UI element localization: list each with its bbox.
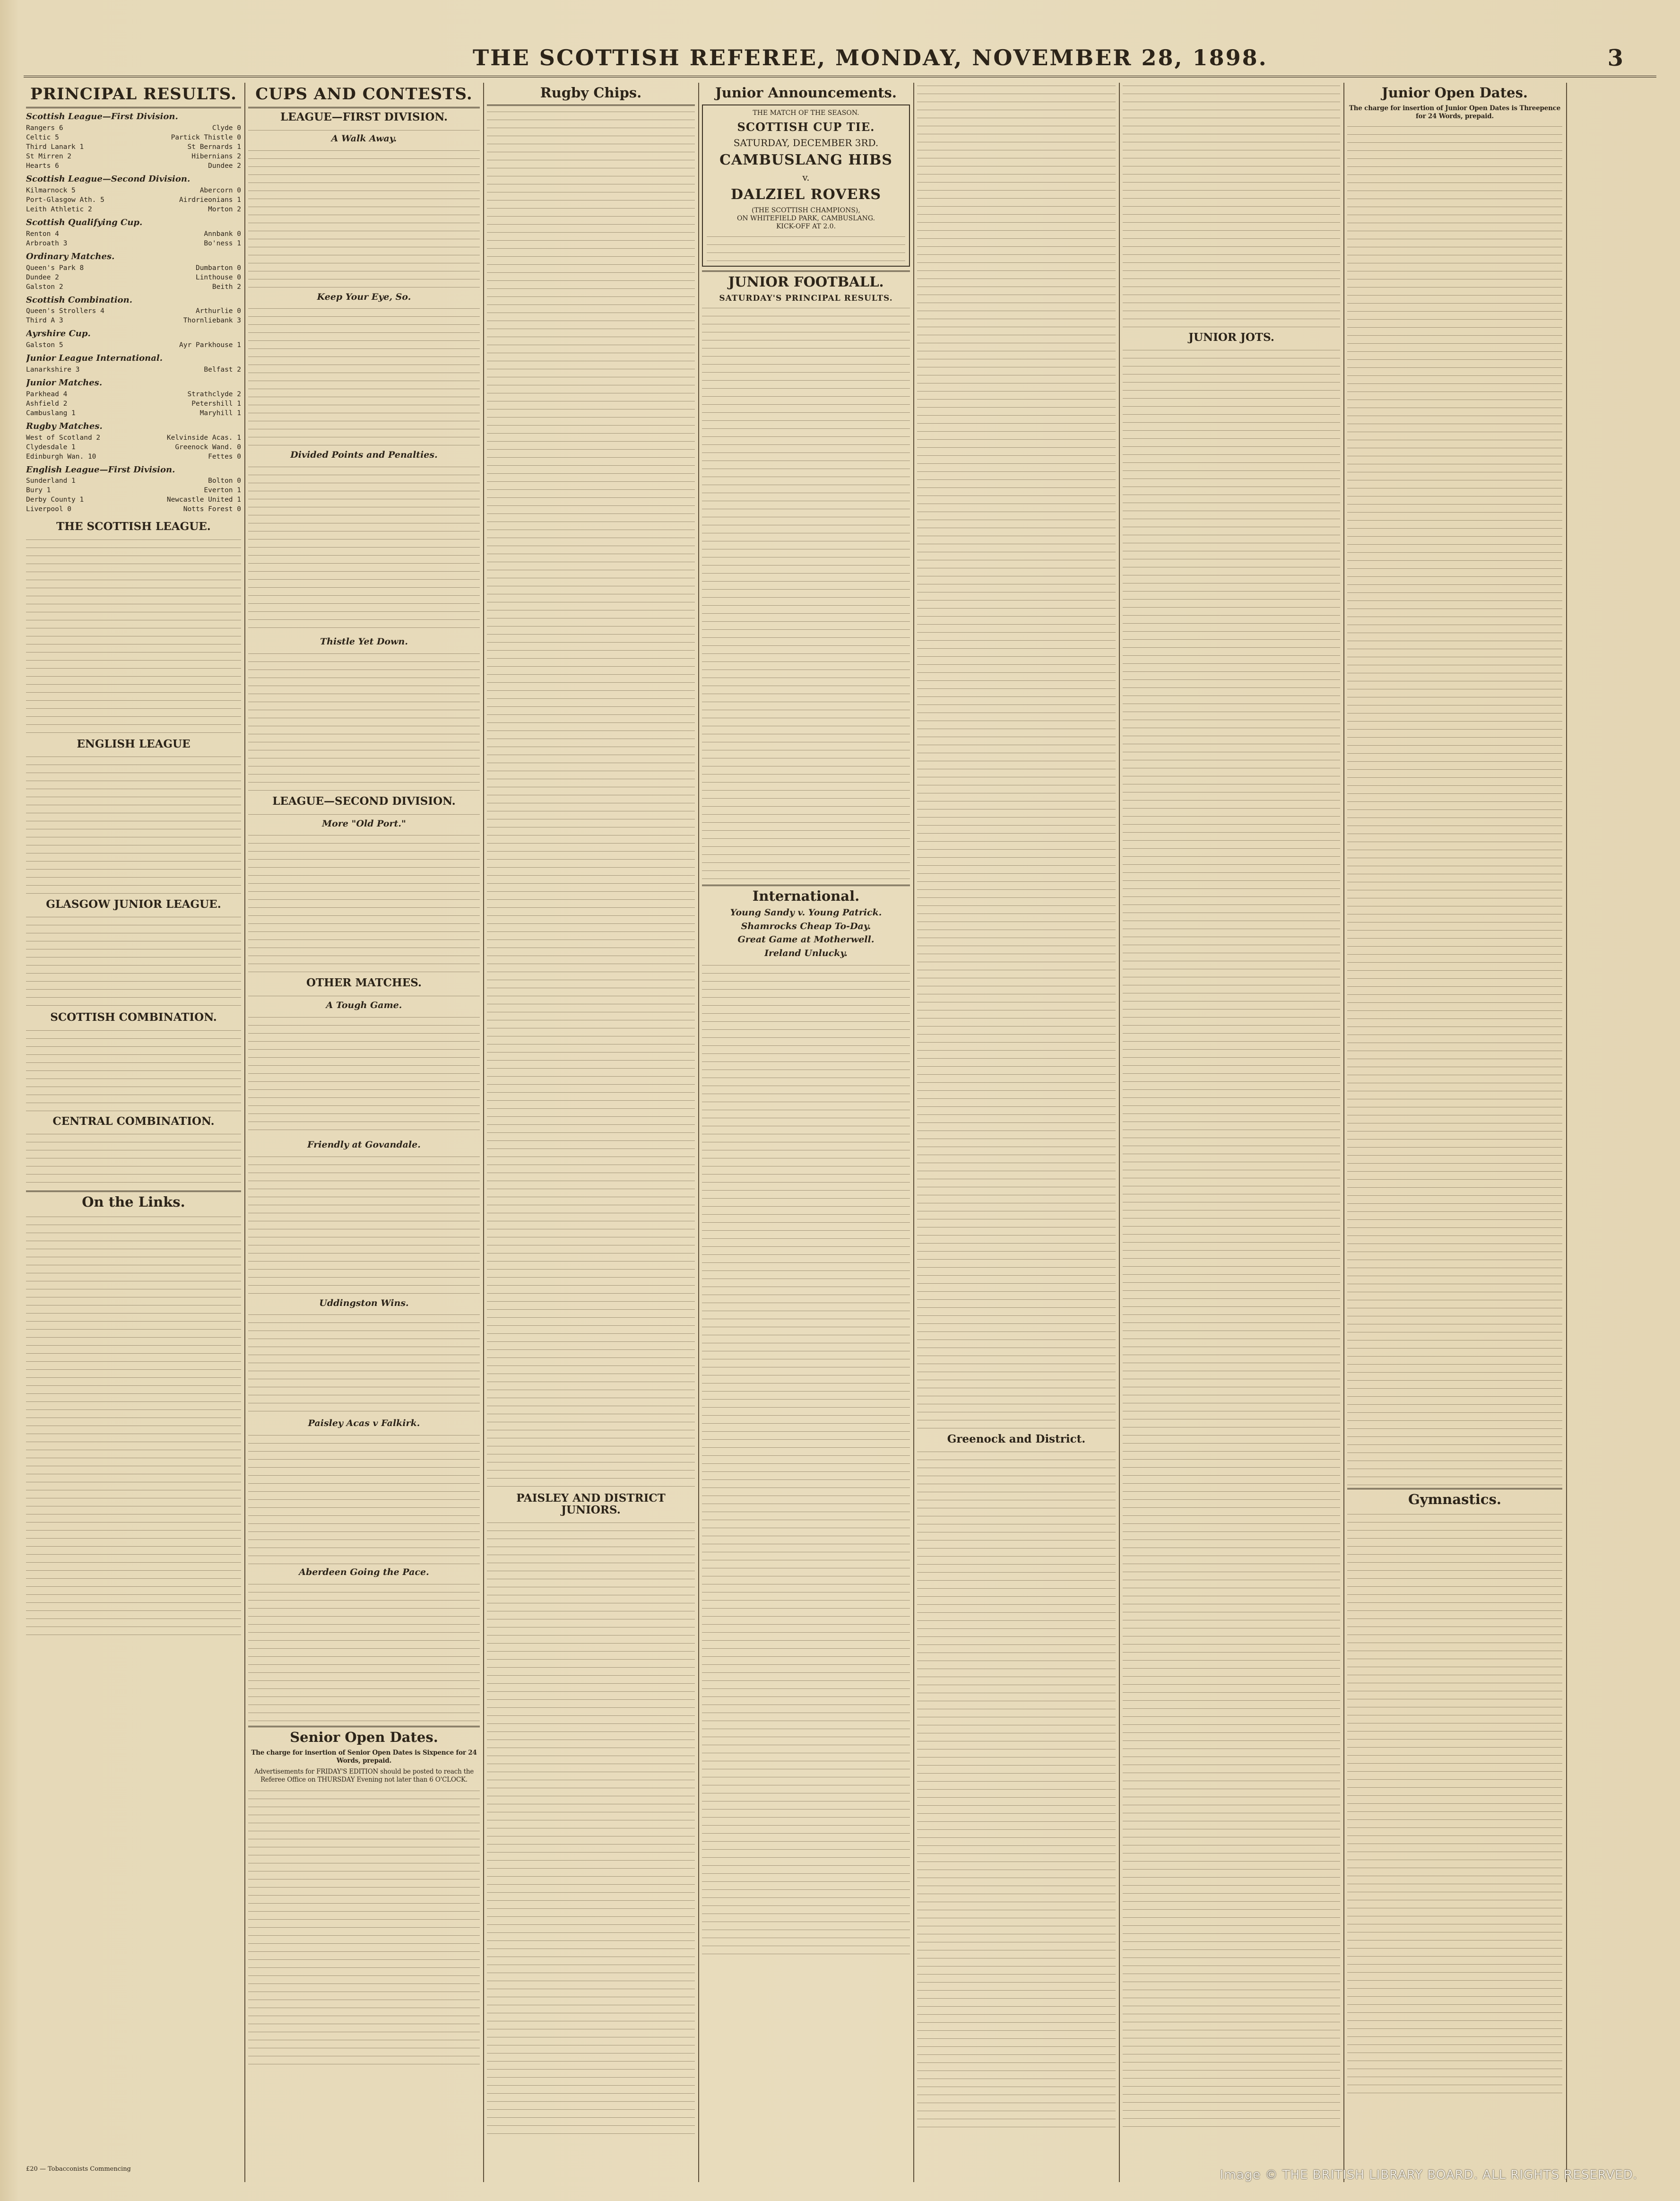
column-rule bbox=[1343, 83, 1344, 2182]
ad-line: SCOTTISH CUP TIE. bbox=[737, 120, 875, 134]
english-league-heading: ENGLISH LEAGUE bbox=[77, 737, 191, 750]
result-row: Bury 1 Everton 1 bbox=[26, 487, 241, 495]
cups-paragraph bbox=[248, 811, 480, 816]
senior-dates-note: The charge for insertion of Senior Open Dates is Sixpence for 24 Words, prepaid. bbox=[251, 1749, 477, 1765]
column-rule bbox=[698, 83, 699, 2182]
cups-paragraph bbox=[248, 1312, 480, 1416]
results-section-heading: Junior League International. bbox=[26, 354, 163, 363]
results-section-heading: Rugby Matches. bbox=[26, 421, 103, 431]
junior-open-dates-heading: Junior Open Dates. bbox=[1381, 85, 1528, 101]
glasgow-junior-table bbox=[26, 914, 241, 1009]
junior-dates-list bbox=[1347, 123, 1562, 1485]
masthead bbox=[0, 45, 1680, 78]
paisley-article bbox=[487, 1520, 695, 2134]
combination-table bbox=[26, 1027, 241, 1113]
result-row: Queen's Park 8 Dumbarton 0 bbox=[26, 264, 241, 272]
result-row: Lanarkshire 3 Belfast 2 bbox=[26, 365, 241, 374]
principal-results-heading: PRINCIPAL RESULTS. bbox=[30, 85, 237, 104]
rugby-chips-heading: Rugby Chips. bbox=[540, 85, 642, 101]
ad-line: CAMBUSLANG HIBS bbox=[719, 151, 892, 168]
scottish-league-table-heading: THE SCOTTISH LEAGUE. bbox=[56, 520, 211, 533]
cups-paragraph bbox=[248, 1432, 480, 1565]
result-row: Third A 3 Thornliebank 3 bbox=[26, 317, 241, 325]
international-heading: International. bbox=[752, 887, 860, 904]
result-row: Celtic 5 Partick Thistle 0 bbox=[26, 134, 241, 142]
english-league-table bbox=[26, 754, 241, 896]
junior-dates-note: The charge for insertion of Junior Open Dates is Threepence for 24 Words, prepaid. bbox=[1349, 104, 1561, 120]
league-table bbox=[26, 537, 241, 735]
column-junior-open-dates bbox=[1347, 83, 1562, 2163]
ad-line: ON WHITEFIELD PARK, CAMBUSLANG. bbox=[736, 214, 875, 222]
column-rule bbox=[913, 83, 914, 2182]
central-combination-heading: CENTRAL COMBINATION. bbox=[52, 1114, 215, 1128]
cups-heading: CUPS AND CONTESTS. bbox=[255, 85, 473, 104]
cups-subheading: Paisley Acas v Falkirk. bbox=[308, 1418, 420, 1429]
cups-paragraph bbox=[248, 1154, 480, 1296]
gymnastics-heading: Gymnastics. bbox=[1408, 1491, 1501, 1507]
junior-jots-article bbox=[1123, 347, 1340, 2134]
ad-line: SATURDAY, DECEMBER 3RD. bbox=[733, 137, 879, 148]
result-row: Renton 4 Annbank 0 bbox=[26, 230, 241, 238]
cups-subheading: LEAGUE—SECOND DIVISION. bbox=[272, 795, 456, 808]
result-row: West of Scotland 2 Kelvinside Acas. 1 bbox=[26, 434, 241, 442]
international-subheading: Young Sandy v. Young Patrick. bbox=[730, 907, 882, 918]
result-row: Third Lanark 1 St Bernards 1 bbox=[26, 143, 241, 151]
result-row: Clydesdale 1 Greenock Wand. 0 bbox=[26, 443, 241, 451]
glasgow-junior-league-heading: GLASGOW JUNIOR LEAGUE. bbox=[46, 897, 221, 911]
results-section-heading: Ordinary Matches. bbox=[26, 252, 115, 261]
results-section-heading: Scottish League—First Division. bbox=[26, 112, 178, 122]
cups-subheading: Aberdeen Going the Pace. bbox=[299, 1567, 429, 1578]
international-subheading: Great Game at Motherwell. bbox=[737, 934, 875, 945]
result-row: Sunderland 1 Bolton 0 bbox=[26, 477, 241, 485]
results-section-heading: English League—First Division. bbox=[26, 465, 175, 475]
result-row: Parkhead 4 Strathclyde 2 bbox=[26, 390, 241, 398]
tobacconist-ad: £20 — Tobacconists Commencing bbox=[26, 2166, 131, 2173]
result-row: Leith Athletic 2 Morton 2 bbox=[26, 205, 241, 213]
result-row: Liverpool 0 Notts Forest 0 bbox=[26, 505, 241, 513]
international-article bbox=[702, 962, 910, 1955]
cups-subheading: Friendly at Govandale. bbox=[307, 1139, 421, 1150]
international-subheading: Ireland Unlucky. bbox=[764, 948, 848, 959]
ad-line: v. bbox=[802, 172, 810, 183]
result-row: Ashfield 2 Petershill 1 bbox=[26, 400, 241, 408]
cups-subheading: OTHER MATCHES. bbox=[306, 976, 422, 990]
results-section-heading: Scottish Combination. bbox=[26, 295, 132, 305]
page-number: 3 bbox=[1607, 45, 1623, 71]
cups-paragraph bbox=[248, 127, 480, 131]
paisley-juniors-heading: PAISLEY AND DISTRICT JUNIORS. bbox=[516, 1491, 666, 1517]
column-rule bbox=[483, 83, 484, 2182]
cups-paragraph bbox=[248, 832, 480, 974]
results-list bbox=[26, 112, 241, 514]
column-rule bbox=[1566, 83, 1567, 2182]
cups-paragraph bbox=[248, 1581, 480, 1723]
column-6 bbox=[1123, 83, 1340, 2163]
ad-line: (THE SCOTTISH CHAMPIONS), bbox=[752, 206, 860, 214]
result-row: Galston 2 Beith 2 bbox=[26, 283, 241, 291]
masthead-title: THE SCOTTISH REFEREE, MONDAY, NOVEMBER 28, 1898. bbox=[473, 45, 1268, 70]
senior-dates-note2: Advertisements for FRIDAY'S EDITION should be posted to reach the Referee Office on THURSDAY Evening not later than 6 O'CLOCK. bbox=[254, 1768, 474, 1784]
result-row: Kilmarnock 5 Abercorn 0 bbox=[26, 186, 241, 194]
result-row: Rangers 6 Clyde 0 bbox=[26, 124, 241, 132]
result-row: Galston 5 Ayr Parkhouse 1 bbox=[26, 341, 241, 349]
cups-subheading: More "Old Port." bbox=[322, 818, 406, 829]
greenock-heading: Greenock and District. bbox=[947, 1433, 1086, 1445]
junior-reports bbox=[917, 83, 1116, 1430]
gymnastics-article bbox=[1347, 1511, 1562, 2097]
cups-paragraph bbox=[248, 651, 480, 792]
cups-paragraph bbox=[248, 464, 480, 634]
cup-tie-advert bbox=[702, 104, 910, 267]
junior-announcements-heading: Junior Announcements. bbox=[715, 85, 897, 101]
result-row: Edinburgh Wan. 10 Fettes 0 bbox=[26, 452, 241, 461]
cups-subheading: Uddingston Wins. bbox=[319, 1297, 409, 1308]
cups-paragraph bbox=[248, 993, 480, 998]
result-row: Derby County 1 Newcastle United 1 bbox=[26, 496, 241, 504]
scottish-combination-heading: SCOTTISH COMBINATION. bbox=[50, 1011, 217, 1024]
results-section-heading: Scottish League—Second Division. bbox=[26, 174, 191, 184]
result-row: Dundee 2 Linthouse 0 bbox=[26, 273, 241, 281]
column-5 bbox=[917, 83, 1116, 2163]
image-credit: Image © THE BRITISH LIBRARY BOARD. ALL RIGHTS RESERVED. bbox=[1220, 2168, 1637, 2182]
cups-subheading: LEAGUE—FIRST DIVISION. bbox=[280, 111, 448, 124]
masthead-rule bbox=[24, 76, 1656, 78]
junior-football-subheading: SATURDAY'S PRINCIPAL RESULTS. bbox=[719, 293, 893, 303]
international-subheading: Shamrocks Cheap To-Day. bbox=[741, 921, 871, 931]
senior-dates-list bbox=[248, 1788, 480, 2071]
cups-paragraph bbox=[248, 148, 480, 289]
cups-subheading: Thistle Yet Down. bbox=[320, 636, 408, 647]
junior-football-heading: JUNIOR FOOTBALL. bbox=[728, 273, 884, 290]
right-margin bbox=[1569, 83, 1671, 2163]
column-rule bbox=[1119, 83, 1120, 2182]
column-rule bbox=[244, 83, 245, 2182]
results-section-heading: Junior Matches. bbox=[26, 378, 103, 388]
links-heading: On the Links. bbox=[82, 1193, 185, 1210]
result-row: Queen's Strollers 4 Arthurlie 0 bbox=[26, 307, 241, 315]
ad-line: THE MATCH OF THE SEASON. bbox=[753, 109, 859, 117]
senior-open-dates-heading: Senior Open Dates. bbox=[290, 1729, 438, 1746]
column-principal-results bbox=[26, 83, 241, 2163]
cups-paragraph bbox=[248, 305, 480, 447]
rugby-article bbox=[487, 109, 695, 1489]
cups-subheading: Divided Points and Penalties. bbox=[290, 450, 438, 461]
cups-subheading: A Tough Game. bbox=[326, 1000, 402, 1010]
links-article bbox=[26, 1214, 241, 1639]
greenock-article bbox=[917, 1449, 1116, 2134]
column-rugby-chips bbox=[487, 83, 695, 2163]
cups-subheading: Keep Your Eye, So. bbox=[317, 291, 411, 302]
results-section-heading: Scottish Qualifying Cup. bbox=[26, 217, 143, 227]
cups-article bbox=[248, 111, 480, 1723]
ad-line: DALZIEL ROVERS bbox=[731, 186, 881, 203]
junior-jots-heading: JUNIOR JOTS. bbox=[1188, 331, 1274, 344]
column-junior-announcements bbox=[702, 83, 910, 2163]
result-row: Cambuslang 1 Maryhill 1 bbox=[26, 409, 241, 417]
cups-subheading: A Walk Away. bbox=[331, 133, 397, 144]
central-table bbox=[26, 1131, 241, 1188]
result-row: Hearts 6 Dundee 2 bbox=[26, 162, 241, 170]
cups-paragraph bbox=[248, 1014, 480, 1137]
column-cups-contests bbox=[248, 83, 480, 2163]
result-row: St Mirren 2 Hibernians 2 bbox=[26, 153, 241, 161]
results-section-heading: Ayrshire Cup. bbox=[26, 329, 91, 339]
column6-top-article bbox=[1123, 83, 1340, 329]
junior-results-list bbox=[702, 305, 910, 882]
ad-line: KICK-OFF AT 2.0. bbox=[776, 222, 836, 230]
result-row: Arbroath 3 Bo'ness 1 bbox=[26, 239, 241, 247]
result-row: Port-Glasgow Ath. 5 Airdrieonians 1 bbox=[26, 196, 241, 204]
